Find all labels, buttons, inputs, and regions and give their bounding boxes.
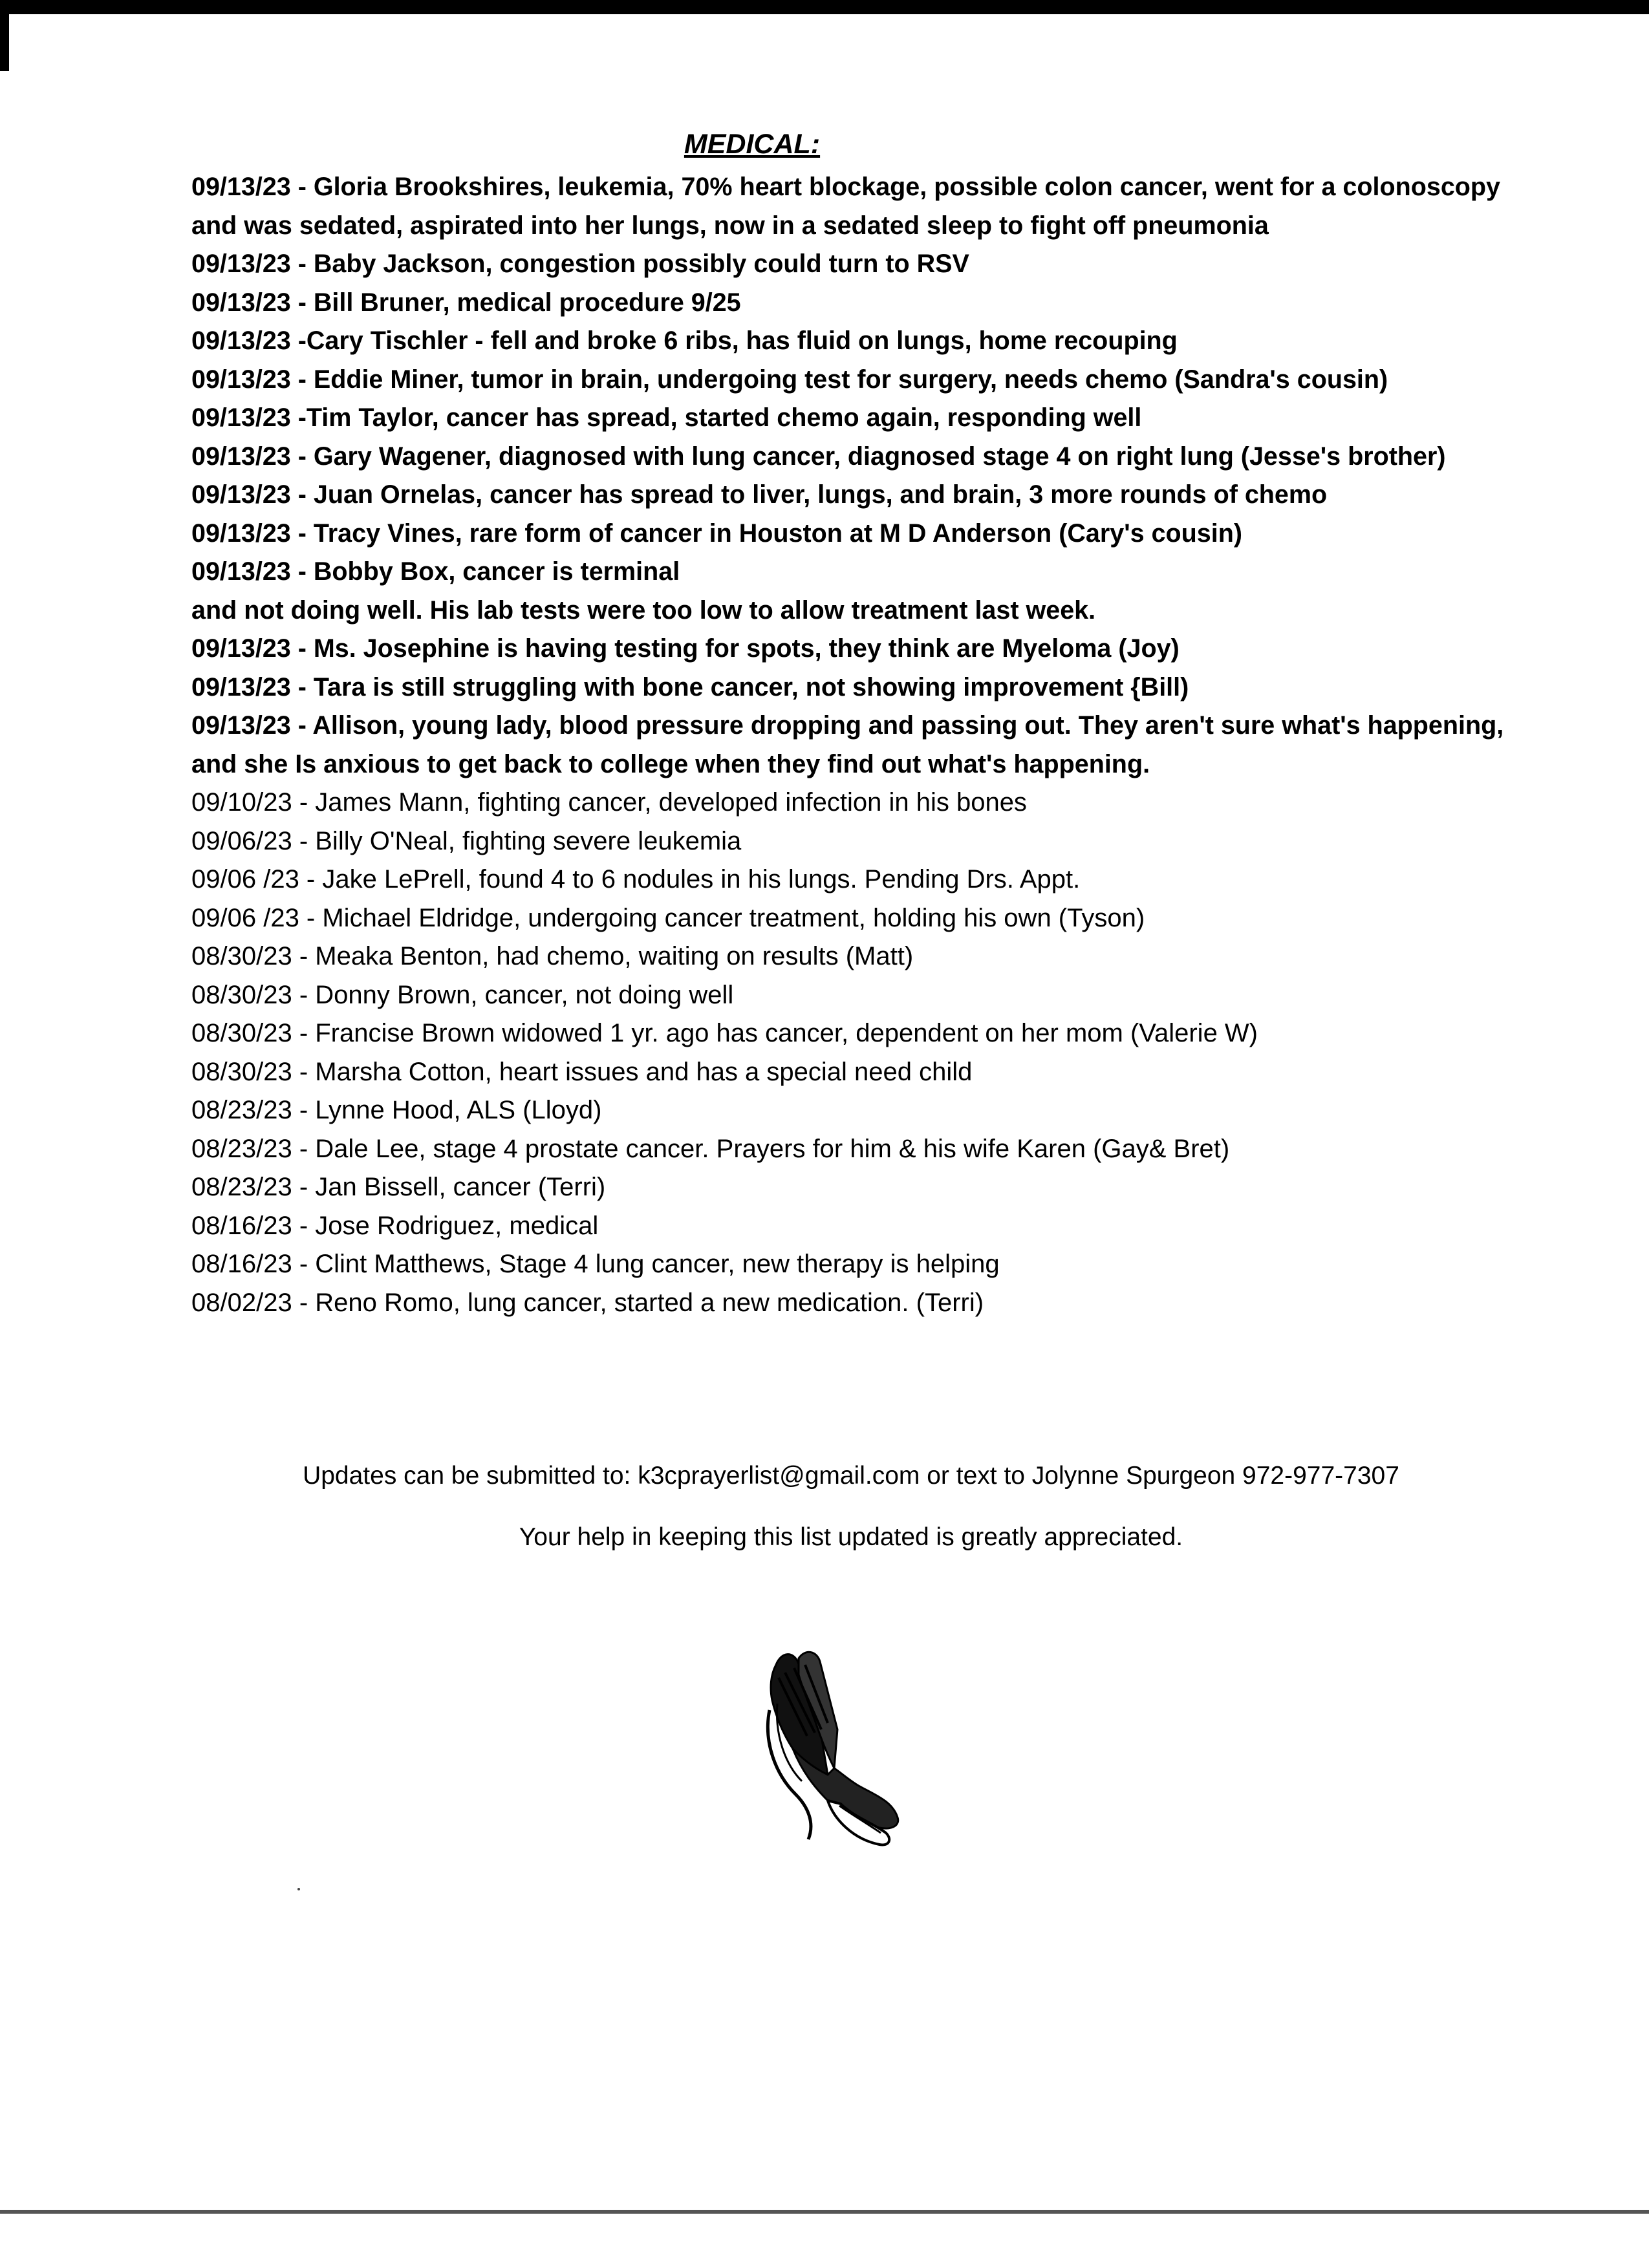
scan-edge-bottom (0, 2210, 1649, 2214)
prayer-entry: 08/23/23 - Dale Lee, stage 4 prostate cancer. Prayers for him & his wife Karen (Gay& Bret) (191, 1134, 1230, 1163)
section-heading: MEDICAL: (684, 129, 821, 160)
scan-edge-top (0, 0, 1649, 14)
thanks-note: Your help in keeping this list updated is greatly appreciated. (519, 1523, 1183, 1551)
prayer-entry: 09/13/23 - Juan Ornelas, cancer has spread to liver, lungs, and brain, 3 more rounds of chemo (191, 480, 1328, 509)
prayer-entry: 09/13/23 - Gary Wagener, diagnosed with lung cancer, diagnosed stage 4 on right lung (Jesse's brother) (191, 442, 1446, 471)
prayer-entry: 09/13/23 - Tracy Vines, rare form of cancer in Houston at M D Anderson (Cary's cousin) (191, 519, 1242, 548)
prayer-entry: 09/13/23 - Baby Jackson, congestion possibly could turn to RSV (191, 250, 969, 278)
prayer-entry: 09/06/23 - Billy O'Neal, fighting severe leukemia (191, 826, 742, 855)
updates-note: Updates can be submitted to: k3cprayerlist@gmail.com or text to Jolynne Spurgeon 972-977-7307 (303, 1462, 1399, 1490)
prayer-entry: 09/13/23 - Eddie Miner, tumor in brain, undergoing test for surgery, needs chemo (Sandra's cousin) (191, 365, 1388, 394)
prayer-entry: 09/10/23 - James Mann, fighting cancer, developed infection in his bones (191, 788, 1027, 817)
prayer-entry: 08/30/23 - Donny Brown, cancer, not doing well (191, 980, 734, 1009)
prayer-entry: and not doing well. His lab tests were too low to allow treatment last week. (191, 595, 1096, 625)
prayer-entry: 08/16/23 - Clint Matthews, Stage 4 lung cancer, new therapy is helping (191, 1250, 1000, 1278)
prayer-entry: 09/13/23 -Tim Taylor, cancer has spread, started chemo again, responding well (191, 403, 1142, 432)
prayer-entry: 09/06 /23 - Michael Eldridge, undergoing cancer treatment, holding his own (Tyson) (191, 903, 1145, 932)
praying-hands-icon (731, 1639, 912, 1852)
prayer-entry: 08/23/23 - Jan Bissell, cancer (Terri) (191, 1173, 606, 1201)
prayer-entry: 09/13/23 - Gloria Brookshires, leukemia, 70% heart blockage, possible colon cancer, went for a colonoscopy and was sedated, aspirated into her lungs, now in a sedated sleep to fight off pneumonia (191, 173, 1501, 240)
prayer-entry: 08/30/23 - Francise Brown widowed 1 yr. ago has cancer, dependent on her mom (Valerie W) (191, 1019, 1258, 1047)
prayer-entry: 08/30/23 - Meaka Benton, had chemo, waiting on results (Matt) (191, 942, 914, 970)
prayer-entry: 09/13/23 - Tara is still struggling with bone cancer, not showing improvement {Bill) (191, 672, 1189, 701)
prayer-entry: 09/06 /23 - Jake LePrell, found 4 to 6 nodules in his lungs. Pending Drs. Appt. (191, 865, 1081, 893)
prayer-entry: 09/13/23 -Cary Tischler - fell and broke 6 ribs, has fluid on lungs, home recouping (191, 326, 1178, 355)
footer (191, 1460, 1511, 1554)
scan-speck (297, 1888, 300, 1890)
prayer-entry: 08/16/23 - Jose Rodriguez, medical (191, 1211, 599, 1240)
medical-prayer-list (191, 127, 1511, 1322)
prayer-entry: 08/02/23 - Reno Romo, lung cancer, started a new medication. (Terri) (191, 1288, 984, 1317)
prayer-entry: 08/30/23 - Marsha Cotton, heart issues and has a special need child (191, 1057, 973, 1086)
scan-edge-left (0, 0, 9, 71)
prayer-entry: 09/13/23 - Bobby Box, cancer is terminal (191, 557, 680, 586)
prayer-entry: 09/13/23 - Allison, young lady, blood pressure dropping and passing out. They aren't sure what's happening, and she Is anxious to get back to college when they find out what's happening. (191, 711, 1504, 778)
prayer-entry: 09/13/23 - Bill Bruner, medical procedure 9/25 (191, 288, 741, 317)
prayer-entry: 08/23/23 - Lynne Hood, ALS (Lloyd) (191, 1096, 602, 1124)
prayer-entry: 09/13/23 - Ms. Josephine is having testing for spots, they think are Myeloma (Joy) (191, 634, 1180, 663)
entry-list (191, 168, 1511, 1322)
